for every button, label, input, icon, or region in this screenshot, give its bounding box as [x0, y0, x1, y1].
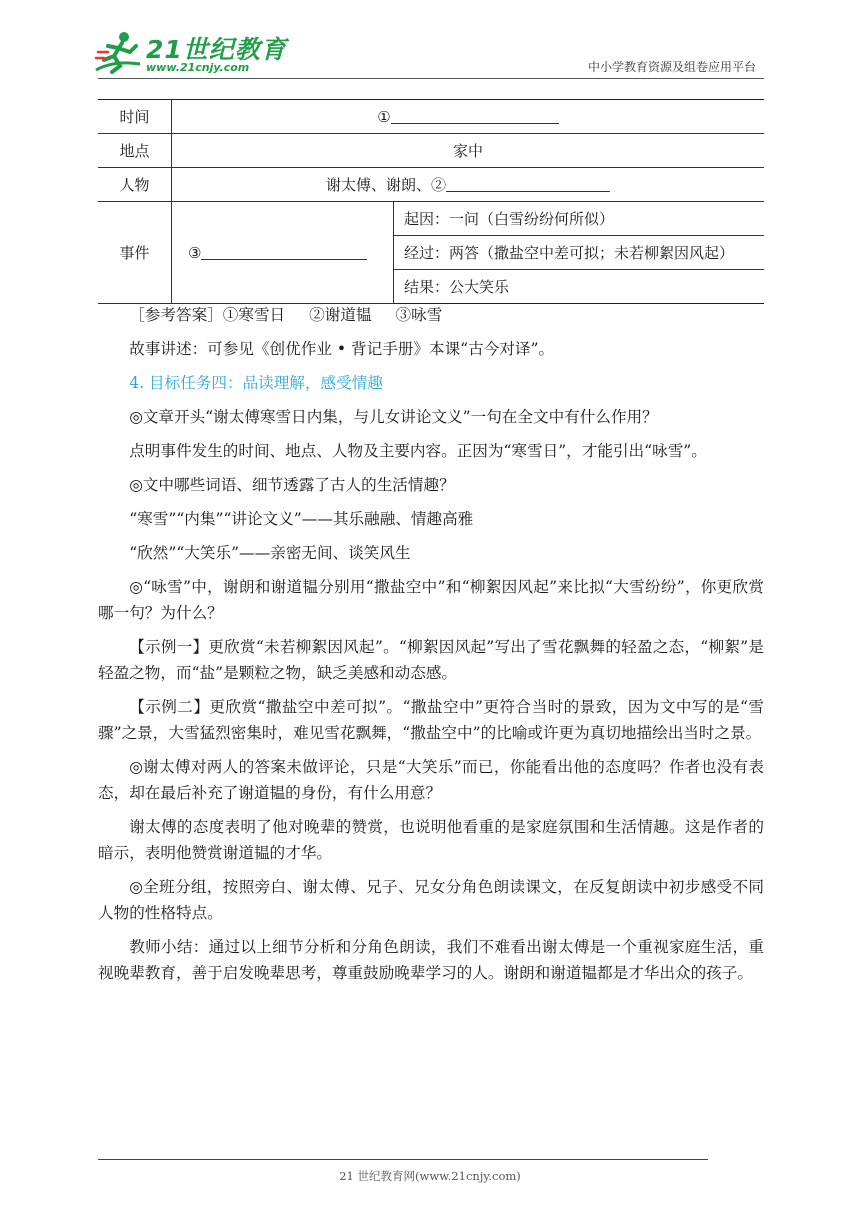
- event-value: ③: [188, 244, 202, 262]
- table-row: [98, 202, 764, 236]
- answer-line-2-2: “欣然”“大笑乐”——亲密无间、谈笑风生: [129, 544, 411, 562]
- story-elements-table: [98, 99, 764, 304]
- event-cell: [172, 202, 394, 304]
- runner-logo-icon: [94, 30, 144, 76]
- time-label: 时间: [98, 100, 172, 134]
- question-3: ◎“咏雪”中，谢朗和谢道韫分别用“撒盐空中”和“柳絮因风起”来比拟“大雪纷纷”，你更欣赏哪一句？为什么？: [98, 578, 764, 622]
- people-value: 谢太傅、谢朗、②: [325, 176, 446, 194]
- answer-1: ［参考答案］①寒雪日: [129, 306, 286, 324]
- answer-3: ③咏雪: [395, 306, 443, 324]
- answer-paragraph-4: 谢太傅的态度表明了他对晚辈的赞赏，也说明他看重的是家庭氛围和生活情趣。这是作者的暗示，表明他赞赏谢道韫的才华。: [98, 818, 764, 862]
- page-footer[interactable]: 21 世纪教育网(www.21cnjy.com): [339, 1169, 521, 1183]
- answer-blank: [391, 107, 559, 124]
- answer-2: ②谢道韫: [309, 306, 372, 324]
- platform-tagline: 中小学教育资源及组卷应用平台: [587, 60, 756, 74]
- question-4: ◎谢太傅对两人的答案未做评论，只是“大笑乐”而已，你能看出他的态度吗？作者也没有表态，却在最后补充了谢道韫的身份，有什么用意？: [98, 758, 764, 802]
- site-logo[interactable]: [94, 30, 287, 80]
- table-row: [98, 134, 764, 168]
- reference-answers: [98, 302, 764, 328]
- footer-divider: [98, 1159, 708, 1160]
- event-result: 结果：公大笑乐: [394, 270, 765, 304]
- answer-line-2-1: “寒雪”“内集”“讲论文义”——其乐融融、情趣高雅: [129, 510, 474, 528]
- example-1: 【示例一】更欣赏“未若柳絮因风起”。“柳絮因风起”写出了雪花飘舞的轻盈之态，“柳絮”是轻盈之物，而“盐”是颗粒之物，缺乏美感和动态感。: [98, 638, 764, 682]
- logo-url: www.21cnjy.com: [146, 61, 250, 74]
- event-label: 事件: [98, 202, 172, 304]
- example-2: 【示例二】更欣赏“撒盐空中差可拟”。“撒盐空中”更符合当时的景致，因为文中写的是“雪骤”之景，大雪猛烈密集时，难见雪花飘舞，“撒盐空中”的比喻或许更为真切地描绘出当时之景。: [98, 698, 764, 742]
- header-divider: [98, 78, 764, 79]
- table-row: [98, 168, 764, 202]
- time-cell: [172, 100, 765, 134]
- lesson-content: [98, 302, 764, 994]
- story-note: 故事讲述：可参见《创优作业 • 背记手册》本课“古今对译”。: [129, 340, 555, 358]
- answer-paragraph-1: 点明事件发生的时间、地点、人物及主要内容。正因为“寒雪日”，才能引出“咏雪”。: [129, 442, 707, 460]
- page-header: [0, 0, 860, 90]
- table-row: [98, 100, 764, 134]
- place-label: 地点: [98, 134, 172, 168]
- time-value: ①: [377, 108, 391, 126]
- question-5: ◎全班分组，按照旁白、谢太傅、兄子、兄女分角色朗读课文，在反复朗读中初步感受不同人物的性格特点。: [98, 878, 764, 922]
- logo-text: 21世纪教育: [146, 35, 287, 64]
- task-heading: 4. 目标任务四：品读理解，感受情趣: [129, 374, 383, 392]
- people-label: 人物: [98, 168, 172, 202]
- place-value: 家中: [172, 134, 765, 168]
- question-2: ◎文中哪些词语、细节透露了古人的生活情趣？: [129, 476, 455, 494]
- answer-blank: [446, 175, 610, 192]
- event-cause: 起因：一问（白雪纷纷何所似）: [394, 202, 765, 236]
- people-cell: [172, 168, 765, 202]
- teacher-summary: 教师小结：通过以上细节分析和分角色朗读，我们不难看出谢太傅是一个重视家庭生活，重视晚辈教育，善于启发晚辈思考，尊重鼓励晚辈学习的人。谢朗和谢道韫都是才华出众的孩子。: [98, 938, 764, 982]
- answer-blank: [201, 243, 367, 260]
- question-1: ◎文章开头“谢太傅寒雪日内集，与儿女讲论文义”一句在全文中有什么作用？: [129, 408, 658, 426]
- event-process: 经过：两答（撒盐空中差可拟；未若柳絮因风起）: [394, 236, 765, 270]
